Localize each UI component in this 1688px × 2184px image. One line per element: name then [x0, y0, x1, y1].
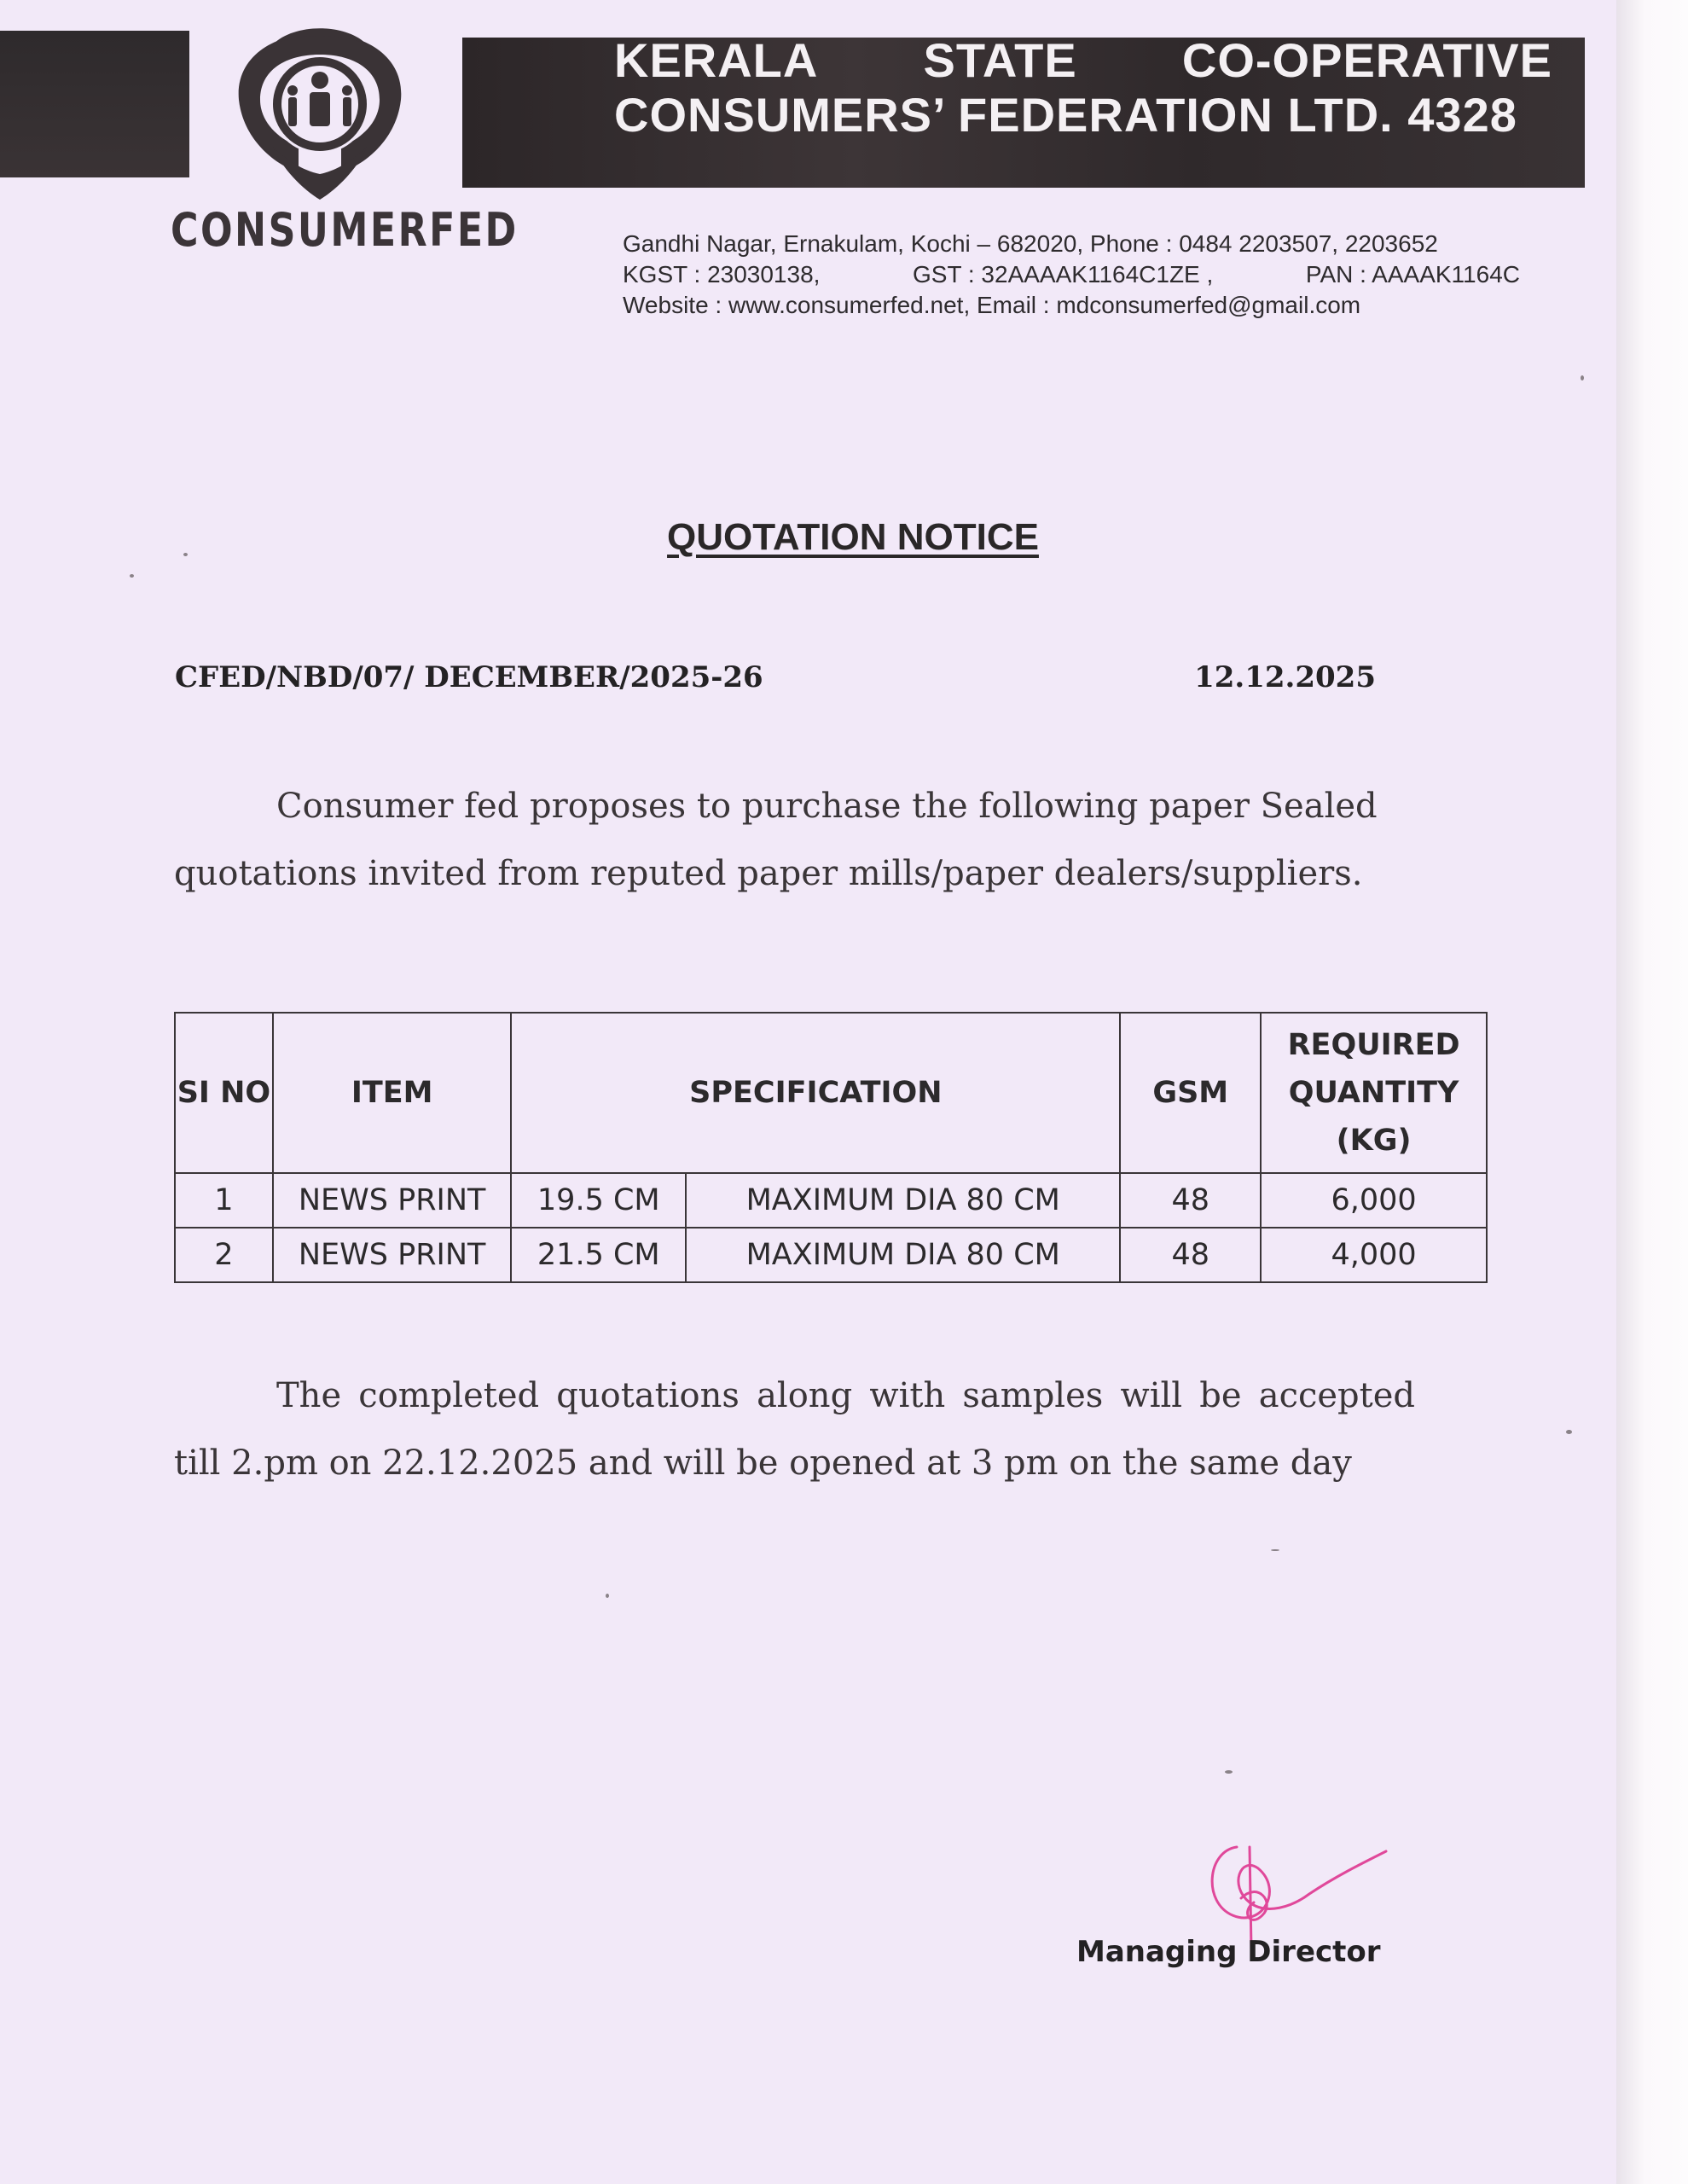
- scan-edge: [1616, 0, 1688, 2184]
- signatory-designation: Managing Director: [1076, 1935, 1381, 1969]
- consumerfed-logo-icon: [213, 19, 426, 206]
- notice-title: QUOTATION NOTICE: [667, 516, 1039, 558]
- org-word-state: STATE: [923, 38, 1077, 87]
- scan-speck: [1271, 1549, 1279, 1551]
- cell-qty: 6,000: [1261, 1173, 1487, 1228]
- org-word-cooperative: CO-OPERATIVE: [1181, 38, 1552, 87]
- website-email-line: Website : www.consumerfed.net, Email : mdconsumerfed@gmail.com: [623, 292, 1361, 318]
- items-table: [174, 1012, 1488, 1283]
- address-line: Gandhi Nagar, Ernakulam, Kochi – 682020, Phone : 0484 2203507, 2203652: [623, 230, 1438, 257]
- gst-number: GST : 32AAAAK1164C1ZE ,: [913, 261, 1214, 288]
- org-word-kerala: KERALA: [614, 38, 819, 87]
- intro-paragraph: Consumer fed proposes to purchase the following paper Sealed quotations invited from reputed paper mills/paper dealers/suppliers.: [174, 787, 1378, 893]
- brand-name: CONSUMERFED: [171, 203, 519, 257]
- letterhead-title-bar: [462, 38, 1585, 188]
- cell-dia: MAXIMUM DIA 80 CM: [686, 1173, 1120, 1228]
- pan-number: PAN : AAAAK1164C: [1305, 261, 1520, 288]
- cell-item: NEWS PRINT: [273, 1173, 512, 1228]
- col-header-specification: SPECIFICATION: [511, 1013, 1120, 1173]
- closing-paragraph: The completed quotations along with samples will be accepted till 2.pm on 22.12.2025 and will be opened at 3 pm on the same day: [174, 1376, 1415, 1483]
- scan-speck: [606, 1594, 609, 1598]
- scan-speck: [1566, 1430, 1572, 1434]
- table-header-row: [175, 1013, 1487, 1173]
- scan-speck: [183, 553, 188, 556]
- cell-si: 1: [175, 1173, 273, 1228]
- letterhead-left-bar: [0, 31, 189, 177]
- cell-width: 19.5 CM: [511, 1173, 686, 1228]
- cell-width: 21.5 CM: [511, 1228, 686, 1282]
- col-header-gsm: GSM: [1120, 1013, 1261, 1173]
- org-name-line1: [614, 38, 1552, 88]
- col-header-quantity: REQUIRED QUANTITY (KG): [1261, 1013, 1487, 1173]
- reference-line: [175, 660, 1376, 694]
- scan-speck: [1581, 375, 1584, 380]
- cell-gsm: 48: [1120, 1228, 1261, 1282]
- scan-speck: [1225, 1770, 1233, 1774]
- col-header-si-no: SI NO: [175, 1013, 273, 1173]
- col-header-item: ITEM: [273, 1013, 512, 1173]
- notice-date: 12.12.2025: [1194, 660, 1376, 694]
- cell-qty: 4,000: [1261, 1228, 1487, 1282]
- kgst-number: KGST : 23030138,: [623, 261, 821, 288]
- cell-item: NEWS PRINT: [273, 1228, 512, 1282]
- cell-si: 2: [175, 1228, 273, 1282]
- reference-number: CFED/NBD/07/ DECEMBER/2025-26: [175, 660, 763, 694]
- tax-ids-line: [623, 259, 1520, 290]
- table-row: [175, 1173, 1487, 1228]
- table-row: [175, 1228, 1487, 1282]
- org-name-line2: CONSUMERS’ FEDERATION LTD. 4328: [614, 88, 1517, 142]
- contact-block: [623, 229, 1578, 321]
- cell-gsm: 48: [1120, 1173, 1261, 1228]
- scan-speck: [130, 574, 134, 578]
- cell-dia: MAXIMUM DIA 80 CM: [686, 1228, 1120, 1282]
